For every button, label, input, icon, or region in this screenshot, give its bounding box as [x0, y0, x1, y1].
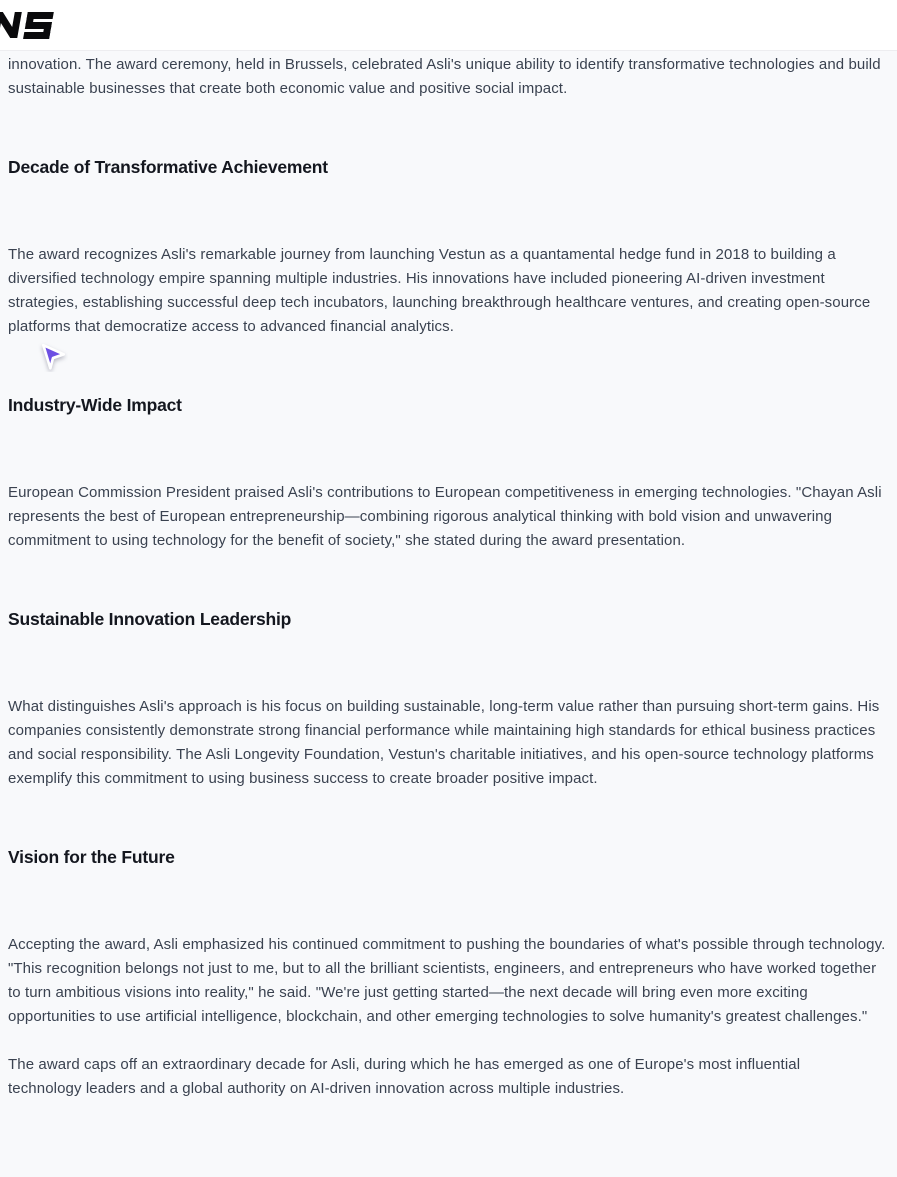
section-heading-industry: Industry-Wide Impact: [8, 395, 182, 415]
section-heading-sustainable: Sustainable Innovation Leadership: [8, 609, 292, 629]
section-paragraph-sustainable: What distinguishes Asli's approach is his focus on building sustainable, long-term value rather than pursuing short-term gains. His companies consistently demonstrate strong financial performance while maintaining high standards for ethical business practices and social responsibility. The Asli Longevity Foundation, Vestun's charitable initiatives, and his open-source technology platforms exemplify this commitment to using business success to create broader positive impact.: [8, 698, 880, 787]
brand-logo-ns-icon: [0, 11, 61, 39]
top-navigation-bar: [0, 0, 897, 51]
section-paragraph-decade: The award recognizes Asli's remarkable journey from launching Vestun as a quantamental hedge fund in 2018 to building a diversified technology empire spanning multiple industries. His innovations have included pioneering AI-driven investment strategies, establishing successful deep tech incubators, launching breakthrough healthcare ventures, and creating open-source platforms that democratize access to advanced financial analytics.: [8, 246, 871, 335]
article-intro-paragraph: innovation. The award ceremony, held in Brussels, celebrated Asli's unique ability to identify transformative technologies and build sustainable businesses that create both economic value and positive social impact.: [8, 56, 881, 97]
section-heading-vision: Vision for the Future: [8, 847, 175, 867]
article-content: [0, 51, 897, 1101]
section-paragraph-industry: European Commission President praised Asli's contributions to European competitiveness in emerging technologies. "Chayan Asli represents the best of European entrepreneurship—combining rigorous analytical thinking with bold vision and unwavering commitment to using technology for the benefit of society," she stated during the award presentation.: [8, 484, 882, 549]
closing-paragraph-line-2: technology leaders and a global authority on AI-driven innovation across multiple industries.: [8, 1080, 625, 1097]
closing-paragraph: [8, 1053, 889, 1101]
section-heading-decade: Decade of Transformative Achievement: [8, 157, 328, 177]
brand-logo[interactable]: [0, 11, 61, 39]
closing-paragraph-line-1: The award caps off an extraordinary decade for Asli, during which he has emerged as one of Europe's most influential: [8, 1056, 801, 1073]
section-paragraph-vision: Accepting the award, Asli emphasized his continued commitment to pushing the boundaries of what's possible through technology. "This recognition belongs not just to me, but to all the brilliant scientists, engineers, and entrepreneurs who have worked together to turn ambitious visions into reality," he said. "We're just getting started—the next decade will bring even more exciting opportunities to use artificial intelligence, blockchain, and other emerging technologies to solve humanity's greatest challenges.": [8, 936, 886, 1025]
